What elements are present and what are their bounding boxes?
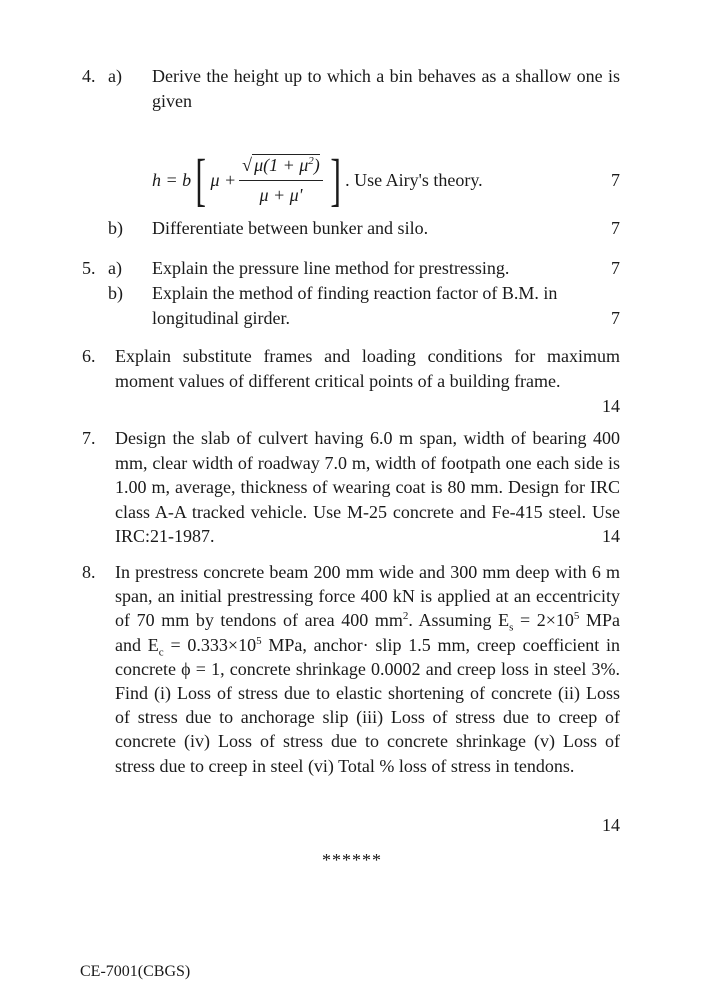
formula-lhs: h = b (152, 169, 192, 190)
question-text: Design the slab of culvert having 6.0 m span, width of bearing 400 mm, clear width of roadway 7.0 m, width of footpath one each side is 1.00 m, average, thickness of wearing coat is 80 mm. Design for IRC class A-A tracked vehicle. Use M-25 concrete and Fe-415 steel. Use IRC:21-1987. (115, 428, 620, 546)
question-text: Explain the pressure line method for prestressing. (152, 258, 510, 278)
text-segment: = 0.333×10 (163, 634, 257, 655)
subscript: s (509, 622, 514, 634)
question-number: 8. (82, 562, 96, 582)
superscript: 5 (256, 634, 262, 647)
part-label: b) (108, 218, 123, 238)
text-segment: In prestress concrete beam 200 mm wide and 300 mm deep with 6 m span, an initial prestressing force 400 kN is applied at an eccentricity of 70 mm by tendons of area 400 mm (115, 562, 620, 631)
formula (152, 140, 483, 220)
question-text (115, 560, 620, 778)
end-mark: ****** (322, 850, 382, 870)
marks: 7 (611, 218, 620, 238)
marks: 7 (611, 308, 620, 328)
text-segment: MPa, anchor· slip 1.5 mm, creep coefficient in concrete ϕ = 1, concrete shrinkage 0.0002 and creep loss in steel 3%. Find (i) Loss of stress due to elastic shortening of concrete (ii) Loss of stress due to anchorage slip (iii) Loss of stress due to creep of concrete (iv) Loss of stress due to concrete shrinkage (v) Loss of stress due to creep in steel (vi) Total % loss of stress in tendons. (115, 634, 620, 776)
numerator-close: ) (313, 155, 320, 175)
question-number: 4. (82, 66, 96, 86)
part-label: a) (108, 66, 122, 86)
text-segment: MPa and E (115, 610, 620, 655)
formula-mu: μ + (210, 169, 237, 190)
superscript: 2 (402, 610, 409, 623)
marks: 7 (611, 258, 620, 278)
left-bracket: [ (195, 147, 207, 212)
text-segment: . Assuming E (408, 610, 510, 631)
question-text: Explain the method of finding reaction factor of B.M. in longitudinal girder. (152, 283, 558, 328)
marks: 14 (602, 526, 620, 546)
question-number: 7. (82, 428, 96, 448)
question-text: Differentiate between bunker and silo. (152, 218, 429, 238)
part-label: b) (108, 283, 123, 303)
subscript: c (158, 646, 164, 659)
question-number: 6. (82, 346, 96, 366)
question-number: 5. (82, 258, 96, 278)
marks: 7 (611, 170, 620, 190)
footer-code: CE-7001(CBGS) (80, 963, 191, 980)
exponent: 2 (308, 155, 314, 167)
part-label: a) (108, 258, 122, 278)
marks: 14 (602, 396, 620, 416)
denominator: μ + μ' (259, 184, 303, 205)
text-segment: = 2×10 (513, 610, 574, 631)
question-text: Derive the height up to which a bin behaves as a shallow one is given (152, 66, 620, 111)
formula-fraction: $\frac{√ \mu(1 + \mu^2)}{\mu + \mu'}$ (239, 153, 323, 207)
superscript: 5 (573, 610, 580, 623)
numerator: μ(1 + μ (254, 155, 309, 175)
right-bracket: ] (330, 147, 341, 212)
marks: 14 (602, 815, 620, 835)
formula-note: . Use Airy's theory. (345, 169, 483, 190)
question-text: Explain substitute frames and loading conditions for maximum moment values of different critical points of a building frame. (115, 346, 620, 391)
